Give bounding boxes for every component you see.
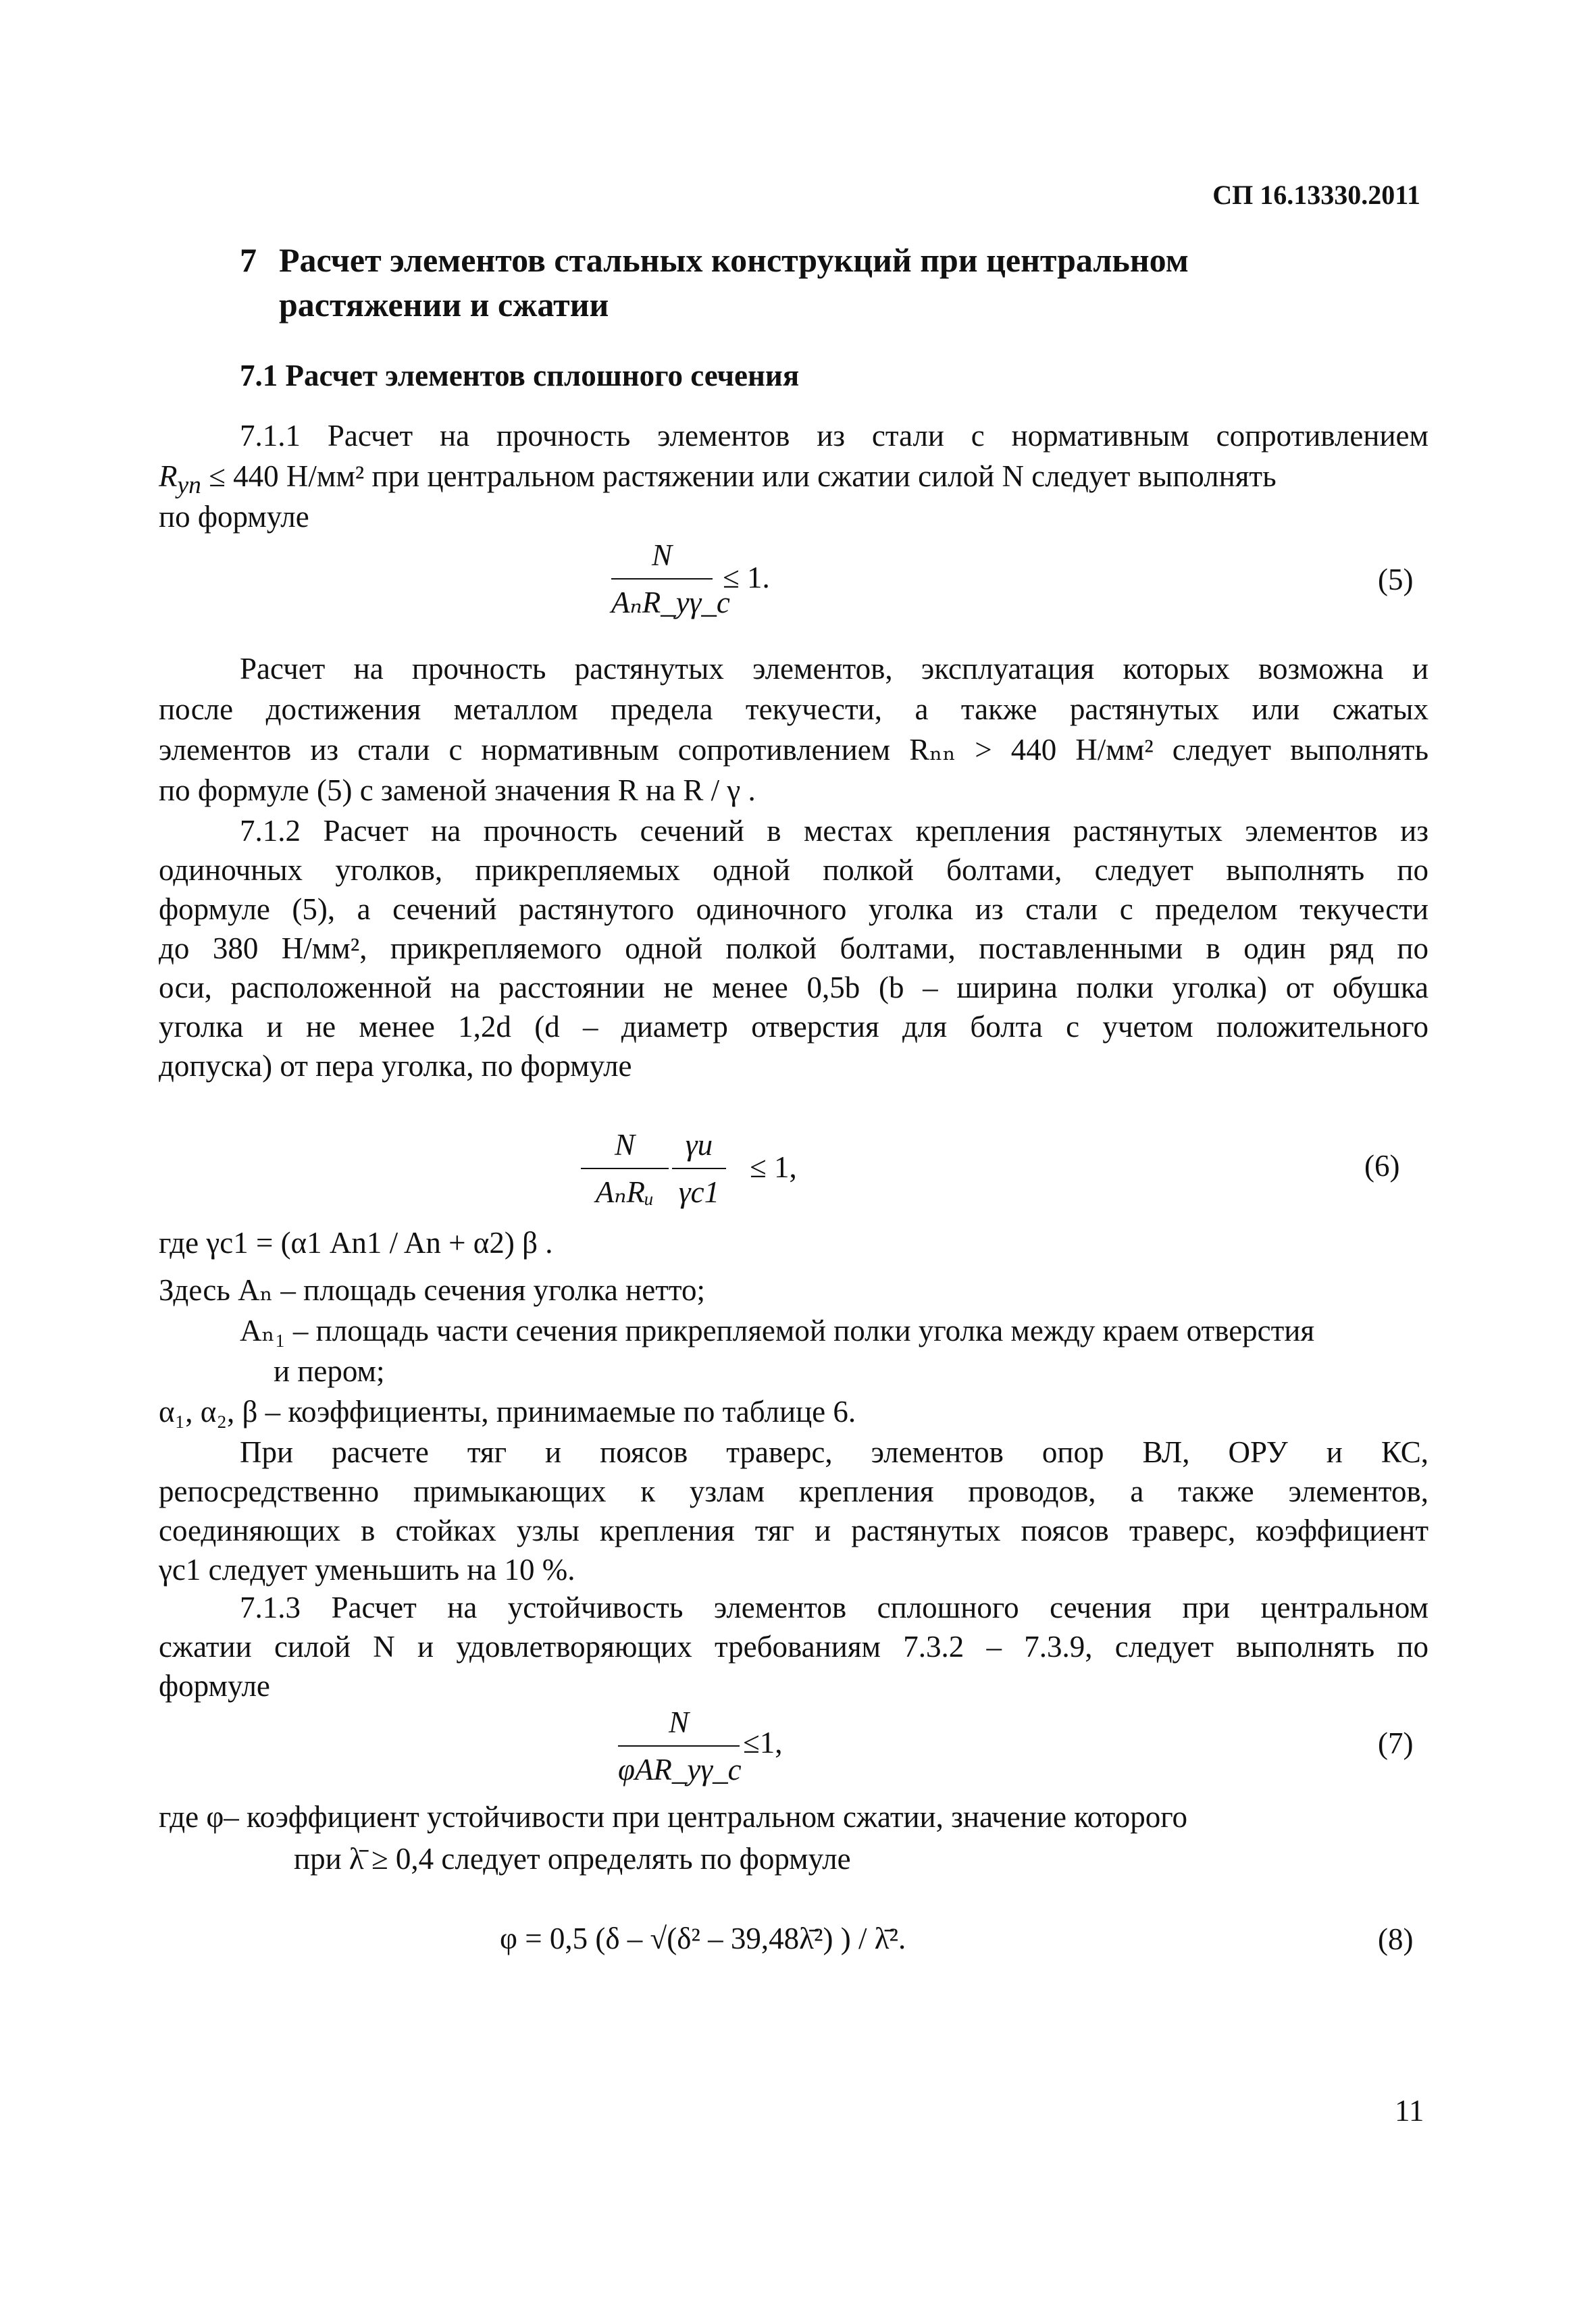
p712-line5: оси, расположенной на расстоянии не менее 0,5b (b – ширина полки уголка) от обушка (159, 971, 1428, 1004)
eq6-den1-text: AₙRᵤ (595, 1175, 654, 1209)
eq7-denominator (618, 1749, 740, 1790)
section-number: 7 (240, 241, 257, 279)
p-after5-line1: Расчет на прочность растянутых элементов, эксплуатация которых возможна и (240, 652, 1428, 686)
p-after5-line2: после достижения металлом предела текучести, а также растянутых или сжатых (159, 692, 1428, 726)
p711-line3: по формуле (159, 500, 309, 534)
eq6-where: где γc1 = (α1 An1 / An + α2) β . (159, 1226, 553, 1260)
document-code: СП 16.13330.2011 (1212, 180, 1420, 210)
eq5-num-text: N (651, 538, 672, 572)
p712-line4: до 380 Н/мм², прикрепляемого одной полкой болтами, поставленными в один ряд по (159, 931, 1428, 965)
section-title-line1: Расчет элементов стальных конструкций при центральном (279, 241, 1189, 279)
eq7-numerator (618, 1702, 740, 1743)
eq5-den-text: AₙR_yγ_c (611, 586, 730, 619)
eq5-rhs: ≤ 1. (723, 561, 770, 594)
p712-line7: допуска) от пера уголка, по формуле (159, 1049, 632, 1083)
r-subscript: yn (177, 471, 201, 499)
eq7-num-text: N (668, 1705, 689, 1739)
eq7-where-line1: где φ– коэффициент устойчивости при центральном сжатии, значение которого (159, 1800, 1188, 1834)
eq8-expression: φ = 0,5 (δ – √(δ² – 39,48λ̄²) ) / λ̄². (500, 1922, 906, 1955)
eq7-where-line2: при λ̄ ≥ 0,4 следует определять по формуле (294, 1842, 851, 1876)
def-coefficients: α₁, α₂, β – коэффициенты, принимаемые по таблице 6. (159, 1395, 856, 1429)
p713-line2: сжатии силой N и удовлетворяющих требованиям 7.3.2 – 7.3.9, следует выполнять по (159, 1630, 1428, 1664)
eq5-numerator (611, 535, 713, 575)
p-reduce-line1: При расчете тяг и поясов траверс, элементов опор ВЛ, ОРУ и КС, (240, 1435, 1428, 1469)
eq6-den2-text: γc1 (678, 1175, 720, 1209)
eq6-bar-right (672, 1168, 726, 1169)
p-after5-line3: элементов из стали с нормативным сопротивлением Rₙₙ > 440 Н/мм² следует выполнять (159, 733, 1428, 767)
eq7-den-text: φAR_yγ_c (618, 1753, 742, 1786)
eq5-denominator (611, 582, 730, 623)
def-an: Здесь Aₙ – площадь сечения уголка нетто; (159, 1273, 705, 1307)
eq7-fraction-bar (618, 1745, 740, 1747)
eq6-denominator-left (581, 1172, 669, 1212)
page-number: 11 (1395, 2094, 1424, 2128)
p711-line1: 7.1.1 Расчет на прочность элементов из стали с нормативным сопротивлением (240, 419, 1428, 453)
eq6-label: (6) (1364, 1149, 1400, 1183)
eq6-numerator-right (672, 1125, 726, 1165)
eq5-label: (5) (1378, 563, 1414, 596)
section-title-line2: растяжении и сжатии (279, 286, 609, 324)
p-reduce-line4: γc1 следует уменьшить на 10 %. (159, 1553, 575, 1587)
eq6-num2-text: γu (685, 1128, 713, 1162)
eq6-denominator-right (672, 1172, 726, 1212)
r-symbol: R (159, 459, 178, 493)
eq6-rhs: ≤ 1, (750, 1150, 797, 1184)
eq7-label: (7) (1378, 1726, 1414, 1760)
def-an1: Aₙ₁ – площадь части сечения прикрепляемой полки уголка между краем отверстия (240, 1314, 1315, 1347)
eq6-num1-text: N (614, 1128, 635, 1162)
eq5-fraction (611, 535, 730, 623)
subsection-title: 7.1 Расчет элементов сплошного сечения (240, 359, 800, 392)
p713-line3: формуле (159, 1669, 270, 1703)
p712-line3: формуле (5), а сечений растянутого одиночного уголка из стали с пределом текучести (159, 892, 1428, 926)
eq6-fraction-right (672, 1125, 726, 1212)
p711-line2 (159, 456, 1277, 506)
def-an1-cont: и пером; (274, 1354, 385, 1388)
p713-line1: 7.1.3 Расчет на устойчивость элементов сплошного сечения при центральном (240, 1591, 1428, 1624)
eq5-fraction-bar (611, 578, 713, 580)
p-reduce-line3: соединяющих в стойках узлы крепления тяг и растянутых поясов траверс, коэффициент (159, 1514, 1428, 1547)
eq6-bar-left (581, 1168, 669, 1169)
eq7-fraction (618, 1702, 740, 1790)
p-after5-line4: по формуле (5) с заменой значения R на R / γ . (159, 773, 756, 807)
eq6-fraction-left (581, 1125, 669, 1212)
p711-line2-rest: ≤ 440 Н/мм² при центральном растяжении или сжатии силой N следует выполнять (201, 459, 1277, 493)
eq6-numerator-left (581, 1125, 669, 1165)
eq7-rhs: ≤1, (743, 1726, 783, 1759)
p712-line1: 7.1.2 Расчет на прочность сечений в местах крепления растянутых элементов из (240, 814, 1428, 848)
eq8-label: (8) (1378, 1922, 1414, 1956)
p712-line6: уголка и не менее 1,2d (d – диаметр отверстия для болта с учетом положительного (159, 1010, 1428, 1044)
p-reduce-line2: репосредственно примыкающих к узлам крепления проводов, а также элементов, (159, 1474, 1428, 1508)
p712-line2: одиночных уголков, прикрепляемых одной полкой болтами, следует выполнять по (159, 853, 1428, 887)
